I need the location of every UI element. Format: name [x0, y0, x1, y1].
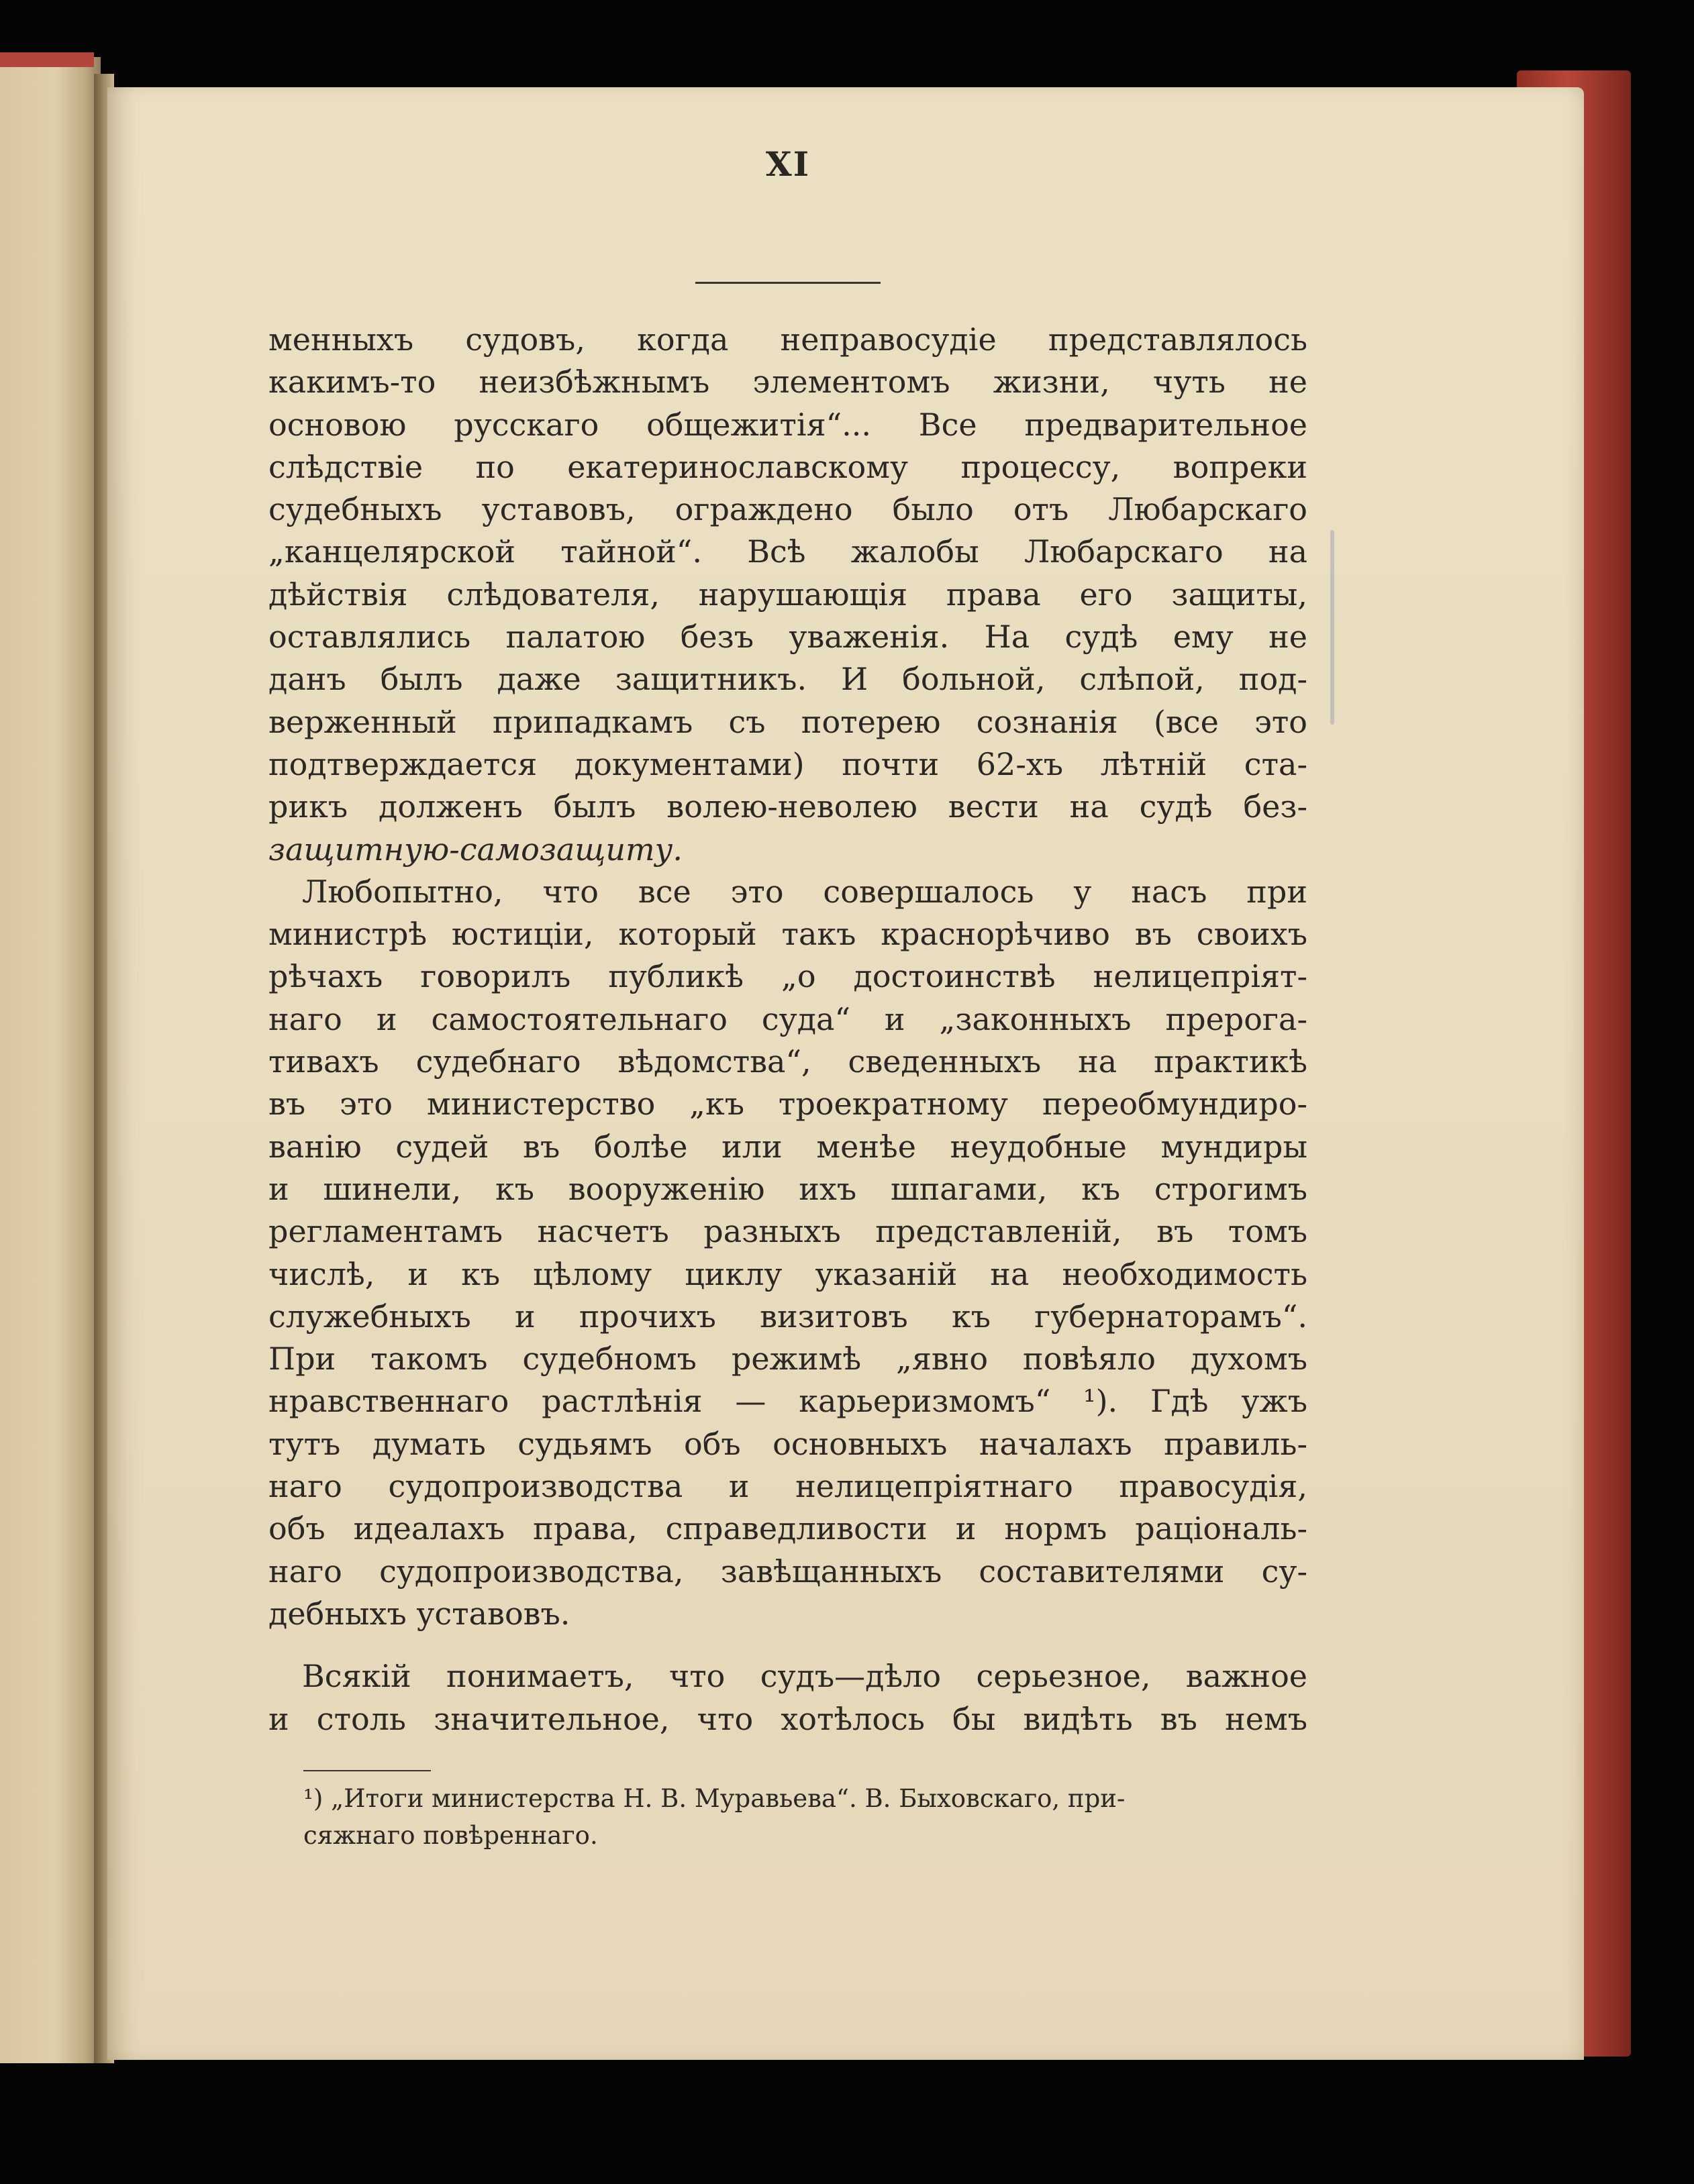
- text-line: защитную-самозащиту.: [268, 831, 683, 868]
- text-line: менныхъ судовъ, когда неправосудiе представлялось: [268, 321, 1307, 358]
- text-line: министрѣ юстицiи, который такъ краснорѣчиво въ своихъ: [268, 916, 1307, 953]
- pencil-margin-mark: [1330, 530, 1334, 725]
- paragraph-gap: [268, 1635, 1307, 1655]
- text-line: регламентамъ насчетъ разныхъ представленiй, въ томъ: [268, 1213, 1307, 1250]
- text-line: нравственнаго растлѣнiя — карьеризмомъ“ ¹). Гдѣ ужъ: [268, 1383, 1307, 1420]
- text-line: какимъ-то неизбѣжнымъ элементомъ жизни, чуть не: [268, 364, 1307, 401]
- text-line: объ идеалахъ права, справедливости и нормъ рацiональ-: [268, 1510, 1307, 1547]
- text-line: судебныхъ уставовъ, ограждено было отъ Любарскаго: [268, 491, 1307, 528]
- text-line: тивахъ судебнаго вѣдомства“, сведенныхъ на практикѣ: [268, 1043, 1307, 1080]
- footnote-rule: [303, 1770, 431, 1771]
- footnote: [303, 1780, 1307, 1854]
- footnote-line: ¹) „Итоги министерства Н. В. Муравьева“. В. Быховскаго, при-: [303, 1784, 1126, 1813]
- text-line: дѣйствiя слѣдователя, нарушающiя права его защиты,: [268, 576, 1307, 613]
- header-rule: [695, 282, 881, 284]
- text-line: въ это министерство „къ троекратному переобмундиро-: [268, 1086, 1307, 1123]
- text-line: Всякiй понимаетъ, что судъ—дѣло серьезное, важное: [302, 1658, 1307, 1695]
- text-line: рѣчахъ говорилъ публикѣ „о достоинствѣ нелицепрiят-: [268, 958, 1307, 995]
- text-line: наго судопроизводства и нелицепрiятнаго правосудiя,: [268, 1468, 1307, 1505]
- text-line: оставлялись палатою безъ уваженiя. На судѣ ему не: [268, 619, 1307, 656]
- footnote-line: сяжнаго повѣреннаго.: [303, 1821, 598, 1850]
- text-line: и шинели, къ вооруженiю ихъ шпагами, къ строгимъ: [268, 1170, 1307, 1207]
- text-line: наго судопроизводства, завѣщанныхъ составителями су-: [268, 1553, 1307, 1590]
- text-line: „канцелярской тайной“. Всѣ жалобы Любарскаго на: [268, 533, 1307, 570]
- text-line: наго и самостоятельнаго суда“ и „законныхъ прерога-: [268, 1000, 1307, 1037]
- text-line: тутъ думать судьямъ объ основныхъ началахъ правиль-: [268, 1425, 1307, 1462]
- text-line: дебныхъ уставовъ.: [268, 1595, 570, 1632]
- text-line: При такомъ судебномъ режимѣ „явно повѣяло духомъ: [268, 1341, 1307, 1377]
- text-line: верженный припадкамъ съ потерею сознанiя (все это: [268, 703, 1307, 740]
- text-line: ванiю судей въ болѣе или менѣе неудобные мундиры: [268, 1128, 1307, 1165]
- left-page-edge: [0, 57, 101, 2063]
- text-line: рикъ долженъ былъ волею-неволею вести на судѣ без-: [268, 788, 1307, 825]
- text-line: и столь значительное, что хотѣлось бы видѣть въ немъ: [268, 1700, 1307, 1737]
- body-text: [268, 319, 1307, 1740]
- text-line: подтверждается документами) почти 62-хъ лѣтнiй ста-: [268, 745, 1307, 782]
- left-cover-edge: [0, 52, 94, 67]
- text-line: служебныхъ и прочихъ визитовъ къ губернаторамъ“.: [268, 1298, 1307, 1335]
- text-line: Любопытно, что все это совершалось у насъ при: [302, 873, 1307, 910]
- text-line: данъ былъ даже защитникъ. И больной, слѣпой, под-: [268, 661, 1307, 698]
- text-line: числѣ, и къ цѣлому циклу указанiй на необходимость: [268, 1255, 1307, 1292]
- text-line: слѣдствiе по екатеринославскому процессу, вопреки: [268, 448, 1307, 485]
- page-number: XI: [765, 144, 811, 184]
- text-line: основою русскаго общежитiя“... Все предварительное: [268, 406, 1307, 443]
